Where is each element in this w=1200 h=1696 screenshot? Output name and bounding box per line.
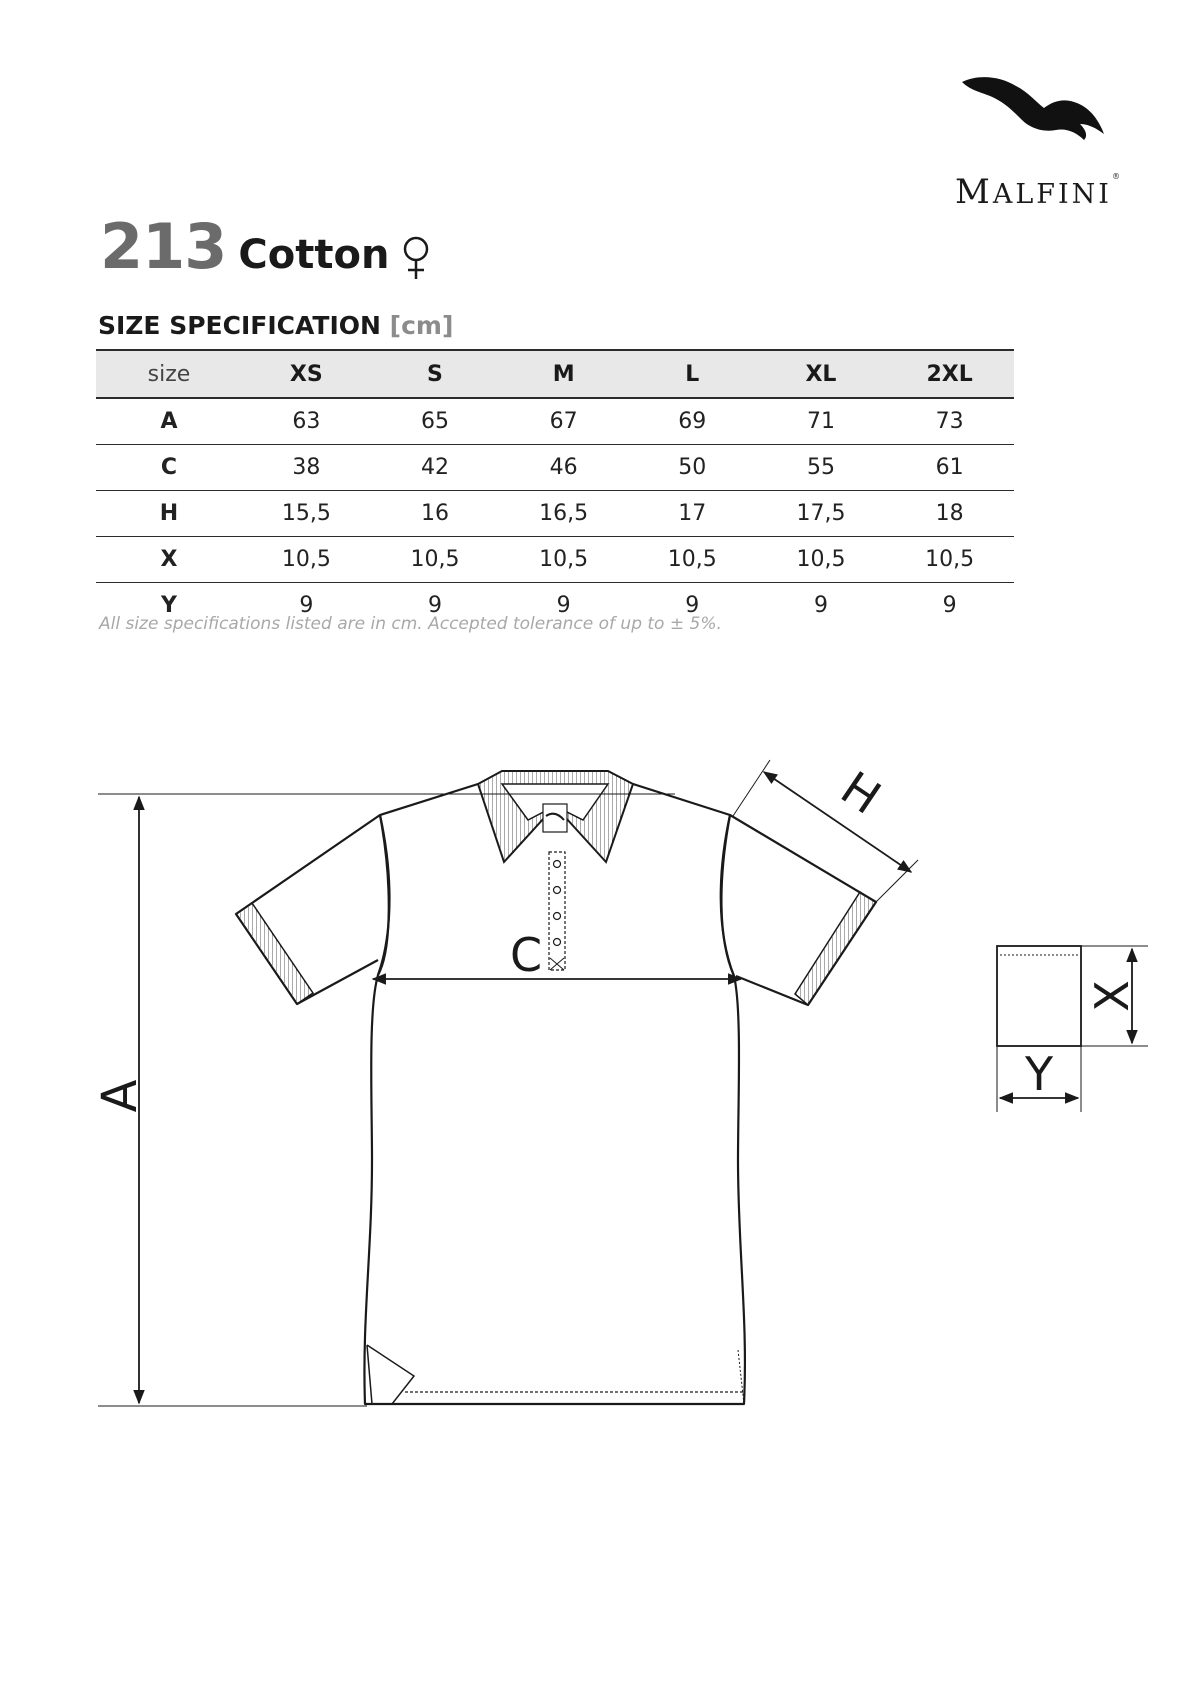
row-label: H xyxy=(96,491,242,537)
table-cell: 71 xyxy=(757,398,886,445)
table-cell: 9 xyxy=(813,593,828,618)
model-number: 213 xyxy=(100,210,227,283)
dimension-h xyxy=(733,760,918,902)
table-cell: 42 xyxy=(371,445,500,491)
column-header: XS xyxy=(242,350,371,398)
dimension-label-x: X xyxy=(1085,980,1139,1012)
column-header: M xyxy=(499,350,628,398)
table-cell: 15,5 xyxy=(242,491,371,537)
pocket-detail xyxy=(997,946,1148,1112)
column-header: XL xyxy=(757,350,886,398)
row-label: Y xyxy=(161,593,177,618)
table-cell: 50 xyxy=(628,445,757,491)
table-cell: 10,5 xyxy=(499,537,628,583)
hem xyxy=(367,1345,744,1404)
column-header: S xyxy=(371,350,500,398)
table-cell: 10,5 xyxy=(628,537,757,583)
table-cell: 55 xyxy=(757,445,886,491)
placket xyxy=(549,852,565,970)
table-cell: 73 xyxy=(885,398,1014,445)
dimension-label-a: A xyxy=(92,1079,148,1113)
table-cell: 18 xyxy=(885,491,1014,537)
tolerance-note: All size specifications listed are in cm. Accepted tolerance of up to ± 5%. xyxy=(99,614,722,634)
column-header: L xyxy=(628,350,757,398)
dimension-a xyxy=(92,794,675,1406)
table-cell: 67 xyxy=(499,398,628,445)
table-cell: 17,5 xyxy=(757,491,886,537)
column-header: size xyxy=(96,350,242,398)
table-cell: 9 xyxy=(685,593,700,618)
row-label: A xyxy=(96,398,242,445)
collar xyxy=(478,771,633,862)
brand-wordmark: MALFINI® xyxy=(955,172,1120,212)
table-cell: 17 xyxy=(628,491,757,537)
table-cell: 9 xyxy=(556,593,571,618)
table-cell: 46 xyxy=(499,445,628,491)
row-label: X xyxy=(96,537,242,583)
table-cell: 16 xyxy=(371,491,500,537)
table-cell: 9 xyxy=(299,593,314,618)
dimension-label-y: Y xyxy=(1024,1047,1054,1101)
table-cell: 10,5 xyxy=(242,537,371,583)
table-cell: 61 xyxy=(885,445,1014,491)
table-cell: 10,5 xyxy=(885,537,1014,583)
table-cell: 9 xyxy=(942,593,957,618)
dimension-label-h: H xyxy=(831,760,891,825)
table-cell: 65 xyxy=(371,398,500,445)
column-header: 2XL xyxy=(885,350,1014,398)
table-cell: 16,5 xyxy=(499,491,628,537)
table-cell: 63 xyxy=(242,398,371,445)
table-cell: 69 xyxy=(628,398,757,445)
table-cell: 9 xyxy=(427,593,442,618)
row-label: C xyxy=(96,445,242,491)
spec-unit: [cm] xyxy=(389,311,454,340)
table-cell: 10,5 xyxy=(371,537,500,583)
table-cell: 10,5 xyxy=(757,537,886,583)
table-cell: 38 xyxy=(242,445,371,491)
spec-heading: SIZE SPECIFICATION [cm] xyxy=(98,311,454,340)
product-name: Cotton xyxy=(238,232,390,278)
dimension-label-c: C xyxy=(509,928,543,982)
